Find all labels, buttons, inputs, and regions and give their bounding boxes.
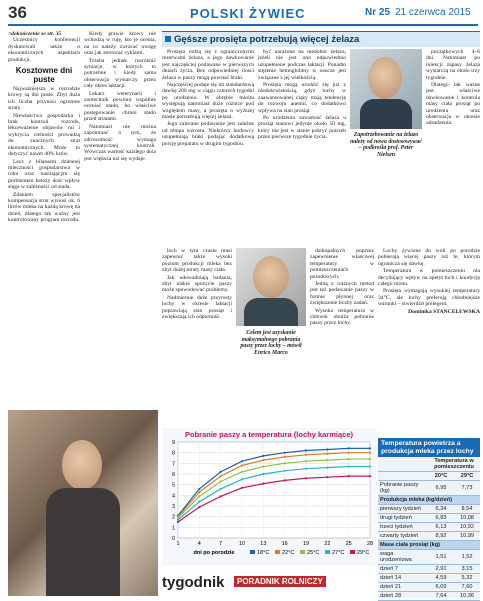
table-corner: [378, 457, 428, 472]
paragraph: być narażone na niedobór żelaza, jeżeli nie jest ono odpowiednio uzupełnione podczas laktacji. Ponadto stężenie hemoglobiny w osocze jest związane z jej wielkością.: [258, 49, 346, 81]
series-point: [284, 479, 286, 481]
continuation-note: >dokończenie ze str. 35: [8, 31, 62, 37]
series-point: [284, 462, 286, 464]
series-point: [305, 460, 307, 462]
page-header: [0, 0, 483, 26]
series-point: [241, 464, 243, 466]
table-row-label: drugi tydzień: [378, 514, 428, 523]
series-point: [220, 488, 222, 490]
x-tick-label: 7: [219, 541, 223, 547]
table-cell: 6,13: [428, 523, 454, 532]
header-rule: [8, 24, 478, 26]
temperature-table-box: [378, 438, 480, 598]
series-point: [177, 519, 179, 521]
table-row: [378, 550, 480, 565]
main-headline-bar: [162, 31, 480, 47]
series-point: [369, 447, 371, 449]
table-cell: 2,91: [428, 565, 454, 574]
chart-xlabel: dni po porodzie: [193, 550, 235, 556]
headline-bullet-icon: [165, 36, 171, 42]
paragraph: Prosięta rodzą się z ograniczonymi rezerwami żelaza, a jego dawkowanie jest najczęściej podawane w pierwszych dniach życia. Bez odpowiedniej ilości żelaza w paszy mogą powstać braki.: [162, 49, 254, 81]
marco-photo: [236, 248, 306, 326]
x-tick-label: 28: [366, 541, 374, 547]
series-point: [305, 477, 307, 479]
table-cell: 7,60: [454, 583, 480, 592]
series-point: [326, 453, 328, 455]
table-cell: 6,83: [428, 514, 454, 523]
marco-body: [244, 298, 298, 326]
table-title: Temperatura powietrza a produkcja mleka przez lochy: [378, 438, 480, 457]
paragraph: Po urodzeniu zawartość żelaza u prosiąt stanowi jedynie około 50 mg, który nie jest w stanie pokryć potrzeb przez pierwsze tygodnie życia.: [258, 115, 346, 141]
table-row: [378, 532, 480, 541]
table-cell: 10,92: [454, 523, 480, 532]
plot-area: [178, 442, 370, 538]
table-row-label: pierwszy tydzień: [378, 505, 428, 514]
legend-swatch: [250, 550, 255, 554]
table-row: [378, 523, 480, 532]
table-row: [378, 514, 480, 523]
series-point: [284, 470, 286, 472]
main-headline: Gęśsze prosięta potrzebują więcej żelaza: [174, 34, 360, 45]
table-row: [378, 541, 480, 550]
series-point: [369, 452, 371, 454]
table-col-header: 29°C: [454, 472, 480, 481]
table-cell: 8,92: [428, 532, 454, 541]
nielsen-face: [368, 57, 402, 99]
paragraph: Dlatego tak ważne jest właściwe dawkowanie i kontrola masy ciała prosiąt po urodzeniu oraz obserwacja w okresie odsadzenia.: [426, 82, 480, 127]
legend-label: 29°C: [357, 550, 370, 556]
table-row-label: trzeci tydzień: [378, 523, 428, 532]
speaker-body: [46, 488, 120, 596]
table-row-label: dzień 14: [378, 574, 428, 583]
legend-swatch: [350, 550, 355, 554]
table-section-label: Masa ciała prosiąt (kg): [378, 541, 480, 550]
poradnik-logo: PORADNIK ROLNICZY: [234, 576, 326, 587]
legend-label: 25°C: [307, 550, 320, 556]
table-row: [378, 583, 480, 592]
paragraph: Nadmiernie duże przyrosty lochy w okresie laktacji poprawiają stan prosiąt i zwiększają ich odporność.: [162, 294, 232, 321]
table-row-label: Pobranie paszy (kg): [378, 481, 428, 496]
y-tick-label: 1: [171, 525, 175, 532]
marco-caption: Celem jest uzyskanie maksymalnego pobrania paszy przez lochy – mówił Enrico Marco: [240, 330, 302, 356]
paragraph: dzikopalnych poprzez zapewnienie właściwej temperatury w pomieszczeniach porodowych.: [310, 248, 374, 280]
paragraph: początkowych 4–6 dni. Natomiast po iniekcji zapasy żelaza wystarczą na około trzy tygodnie.: [426, 49, 480, 81]
table-row: [378, 496, 480, 505]
table-row-label: dzień 7: [378, 565, 428, 574]
legend-swatch: [325, 550, 330, 554]
series-point: [177, 521, 179, 523]
main-article-col-2: [258, 49, 346, 244]
paragraph: Kiedy prawie krowy nie wchodzą w ruję, kto je ocenia, na co należy zwracać uwagę oraz jak sterować cyklami.: [84, 31, 156, 57]
y-tick-label: 2: [171, 514, 175, 521]
chart-title: Pobranie paszy a temperatura (lochy karmiące): [185, 430, 353, 439]
series-point: [369, 458, 371, 460]
subheading: Kosztowne dni puste: [15, 66, 73, 85]
legend-label: 27°C: [332, 550, 345, 556]
x-tick-label: 10: [238, 541, 246, 547]
legend-swatch: [300, 550, 305, 554]
x-tick-label: 16: [281, 541, 288, 547]
author: Dominika STANCELEWSKA: [408, 308, 480, 315]
series-point: [220, 475, 222, 477]
y-tick-label: 3: [171, 504, 175, 510]
paragraph: loch w tym czasie musi zapewnić także wysoki poziom produkcji mleka bez zbyt dużej utraty masy ciała.: [162, 248, 232, 274]
marco-face: [253, 256, 289, 298]
table-col-group-header: Temperatura w pomieszczeniu: [428, 457, 480, 472]
paragraph: Jedną z ważnych metod jest też podawanie paszy w formie płynnej oraz zwiększenie liczby zadań.: [310, 281, 374, 307]
paragraph: Trzeba jednak rozróżnić sytuacje, w których to potrzebne i kiedy sama obserwacja wystarczy przez cały okres laktacji.: [84, 57, 156, 90]
series-point: [241, 487, 243, 489]
paragraph: Uczestnicy konferencji dyskutowali także o ekonomicznych aspektach produkcji.: [8, 37, 80, 63]
feeding-column-b: [310, 248, 374, 418]
left-article-column: [8, 31, 80, 406]
footer-ad[interactable]: [162, 568, 372, 596]
series-point: [369, 475, 371, 477]
table-cell: 6,34: [428, 505, 454, 514]
table-row-label: czwarty tydzień: [378, 532, 428, 541]
issue-date: 21 czerwca 2015: [395, 7, 471, 18]
table-corner: [378, 472, 428, 481]
series-point: [198, 491, 200, 493]
series-point: [262, 483, 264, 485]
main-article-col-3: [426, 49, 480, 244]
table-cell: 7,73: [454, 481, 480, 496]
table-cell: 1,52: [454, 550, 480, 565]
series-point: [305, 454, 307, 456]
series-point: [241, 460, 243, 462]
series-point: [241, 478, 243, 480]
y-tick-label: 6: [171, 472, 175, 478]
paragraph: Niewłaściwa gospodarka i brak kontroli rozrodu, lekceważenie objawów rui i wykrycia cielności prowadzą do znacznych strat ekonomicznych. Może to dotyczyć nawet 40% krów.: [8, 112, 80, 158]
series-point: [348, 458, 350, 460]
series-point: [369, 465, 371, 467]
series-point: [220, 471, 222, 473]
series-point: [262, 459, 264, 461]
left-article-column-2: [84, 31, 156, 406]
paragraph: Natomiast nie można zapominać o tym, że zdrowotność wymaga systematycznej kontroli. Wówczas wartość każdego dnia jest większa niż się wydaje.: [84, 123, 156, 162]
y-tick-label: 5: [171, 482, 175, 489]
series-point: [348, 465, 350, 467]
tygodnik-logo: tygodnik: [162, 574, 225, 591]
table-cell: 8,54: [454, 505, 480, 514]
speaker-face: [62, 440, 102, 490]
table-row: [378, 481, 480, 496]
paragraph: Lekarz weterynarii i zootechnik powinni wspólnie oceniać stado, bo właściwe postępowanie chroni stado przed stratami.: [84, 90, 156, 123]
series-point: [326, 459, 328, 461]
series-point: [348, 452, 350, 454]
table-cell: 5,32: [454, 574, 480, 583]
series-point: [262, 455, 264, 457]
series-point: [220, 480, 222, 482]
paragraph: Zdaniem specjalistów kompensacja strat wynosi ok. 6 litrów mleka na każdą krowę na dzień, dlatego tak ważny jest kontrolowany program rozrodu.: [8, 191, 80, 224]
series-point: [198, 488, 200, 490]
series-point: [284, 456, 286, 458]
series-point: [198, 506, 200, 508]
table-row-label: dzień 28: [378, 592, 428, 601]
paragraph: Jego zalecane podawanie jest zależne od tempa wzrostu. Niektórzy hodowcy uzupełniają braki podając dodatkową porcję preparatu w drugim tygodniu.: [162, 121, 254, 147]
legend-label: 18°C: [257, 550, 270, 556]
table-subheader-row: [378, 472, 480, 481]
series-point: [305, 449, 307, 451]
series-point: [220, 495, 222, 497]
series-point: [348, 447, 350, 449]
feeding-column-a: [162, 248, 232, 418]
series-point: [198, 495, 200, 497]
legend-label: 22°C: [282, 550, 295, 556]
issue-number: Nr 25: [365, 7, 391, 18]
nielsen-body: [360, 99, 412, 129]
paragraph: Prosięta mogą urodzić się już z niedokrwistością, gdyż lochy w zaawansowanej ciąży mają tendencję do rozwoju anemii, co dodatkowo wpływa na stan prosiąt.: [258, 82, 346, 114]
x-tick-label: 13: [260, 541, 267, 547]
table-cell: 1,51: [428, 550, 454, 565]
y-tick-label: 8: [171, 450, 175, 457]
series-point: [262, 465, 264, 467]
temperature-table: [378, 457, 480, 601]
paragraph: Wysoka temperatura w chlewni obniża pobranie paszy przez lochy.: [310, 307, 374, 327]
y-tick-label: 0: [171, 536, 175, 542]
y-tick-label: 7: [171, 461, 175, 468]
series-point: [348, 475, 350, 477]
table-row: [378, 505, 480, 514]
series-point: [284, 452, 286, 454]
paragraph: Prosięta wymagają wysokiej temperatury 34°C, ale lochy preferują chłodniejsze warunki – stwierdził prelegent.: [378, 288, 480, 308]
series-point: [262, 473, 264, 475]
series-point: [326, 467, 328, 469]
series-point: [198, 501, 200, 503]
paragraph: Jak udowadniają badania, zbyt niskie spożycie paszy może spowodować problemy.: [162, 274, 232, 294]
table-row-label: dzień 21: [378, 583, 428, 592]
main-article-col-1: [162, 49, 254, 244]
y-tick-label: 9: [171, 440, 175, 446]
table-cell: 10,36: [454, 592, 480, 601]
paragraph: Temperatura w pomieszczeniu ma decydujący wpływ na apetyt loch i kondycję całego miotu.: [378, 268, 480, 288]
nielsen-photo: [350, 49, 422, 129]
legend-swatch: [275, 550, 280, 554]
series-point: [305, 468, 307, 470]
x-tick-label: 19: [302, 541, 310, 547]
table-cell: 7,64: [428, 592, 454, 601]
table-row: [378, 592, 480, 601]
table-row: [378, 574, 480, 583]
nielsen-caption: Zapotrzebowanie na żelazo należy od nowa dostosowywać – podkreśla prof. Peter Nielsen: [350, 132, 422, 158]
table-header-row: [378, 457, 480, 472]
section-title: POLSKI ŻYWIEC: [190, 6, 306, 21]
feed-intake-chart: [162, 428, 376, 566]
x-tick-label: 4: [197, 541, 201, 547]
x-tick-label: 1: [176, 541, 180, 547]
feeding-column-c: [378, 248, 480, 428]
table-row: [378, 565, 480, 574]
x-tick-label: 22: [324, 541, 331, 547]
table-cell: 6,95: [428, 481, 454, 496]
page-number: 36: [8, 3, 27, 22]
paragraph: Najczęściej podaje się im standardową dawkę 200 mg w ciągu czterech tygodni po urodzeniu. W obrębie mioitu występują natomiast duże różnice pod względem masy, a prosięta o wyższej masie potrzebują więcej żelaza.: [162, 82, 254, 121]
table-cell: 10,99: [454, 532, 480, 541]
table-cell: 4,59: [428, 574, 454, 583]
table-col-header: 20°C: [428, 472, 454, 481]
speaker-photo: [8, 410, 158, 596]
paragraph: Lecz z bilansem dziennej mleczności gospodarstwa w roku oraz nasilającym się problemem ketozy dość wpływ sięga w zależności od stada.: [8, 158, 80, 191]
table-cell: 6,09: [428, 583, 454, 592]
table-cell: 3,15: [454, 565, 480, 574]
table-cell: 10,08: [454, 514, 480, 523]
y-tick-label: 4: [171, 493, 175, 500]
series-point: [326, 448, 328, 450]
paragraph: Lochy żywione do woli po porodzie pobierają więcej paszy niż te, którym ogranicza się dawkę.: [378, 248, 480, 267]
paragraph: Najważniejsza w rozrodzie krowy są dni puste. Zbyt duża ich liczba przynosi ogromne straty.: [8, 86, 80, 112]
table-row-label: waga urodzeniowa: [378, 550, 428, 565]
x-tick-label: 25: [345, 541, 352, 547]
series-point: [326, 476, 328, 478]
table-section-label: Produkcja mleka (kg/dzień): [378, 496, 480, 505]
series-point: [241, 471, 243, 473]
